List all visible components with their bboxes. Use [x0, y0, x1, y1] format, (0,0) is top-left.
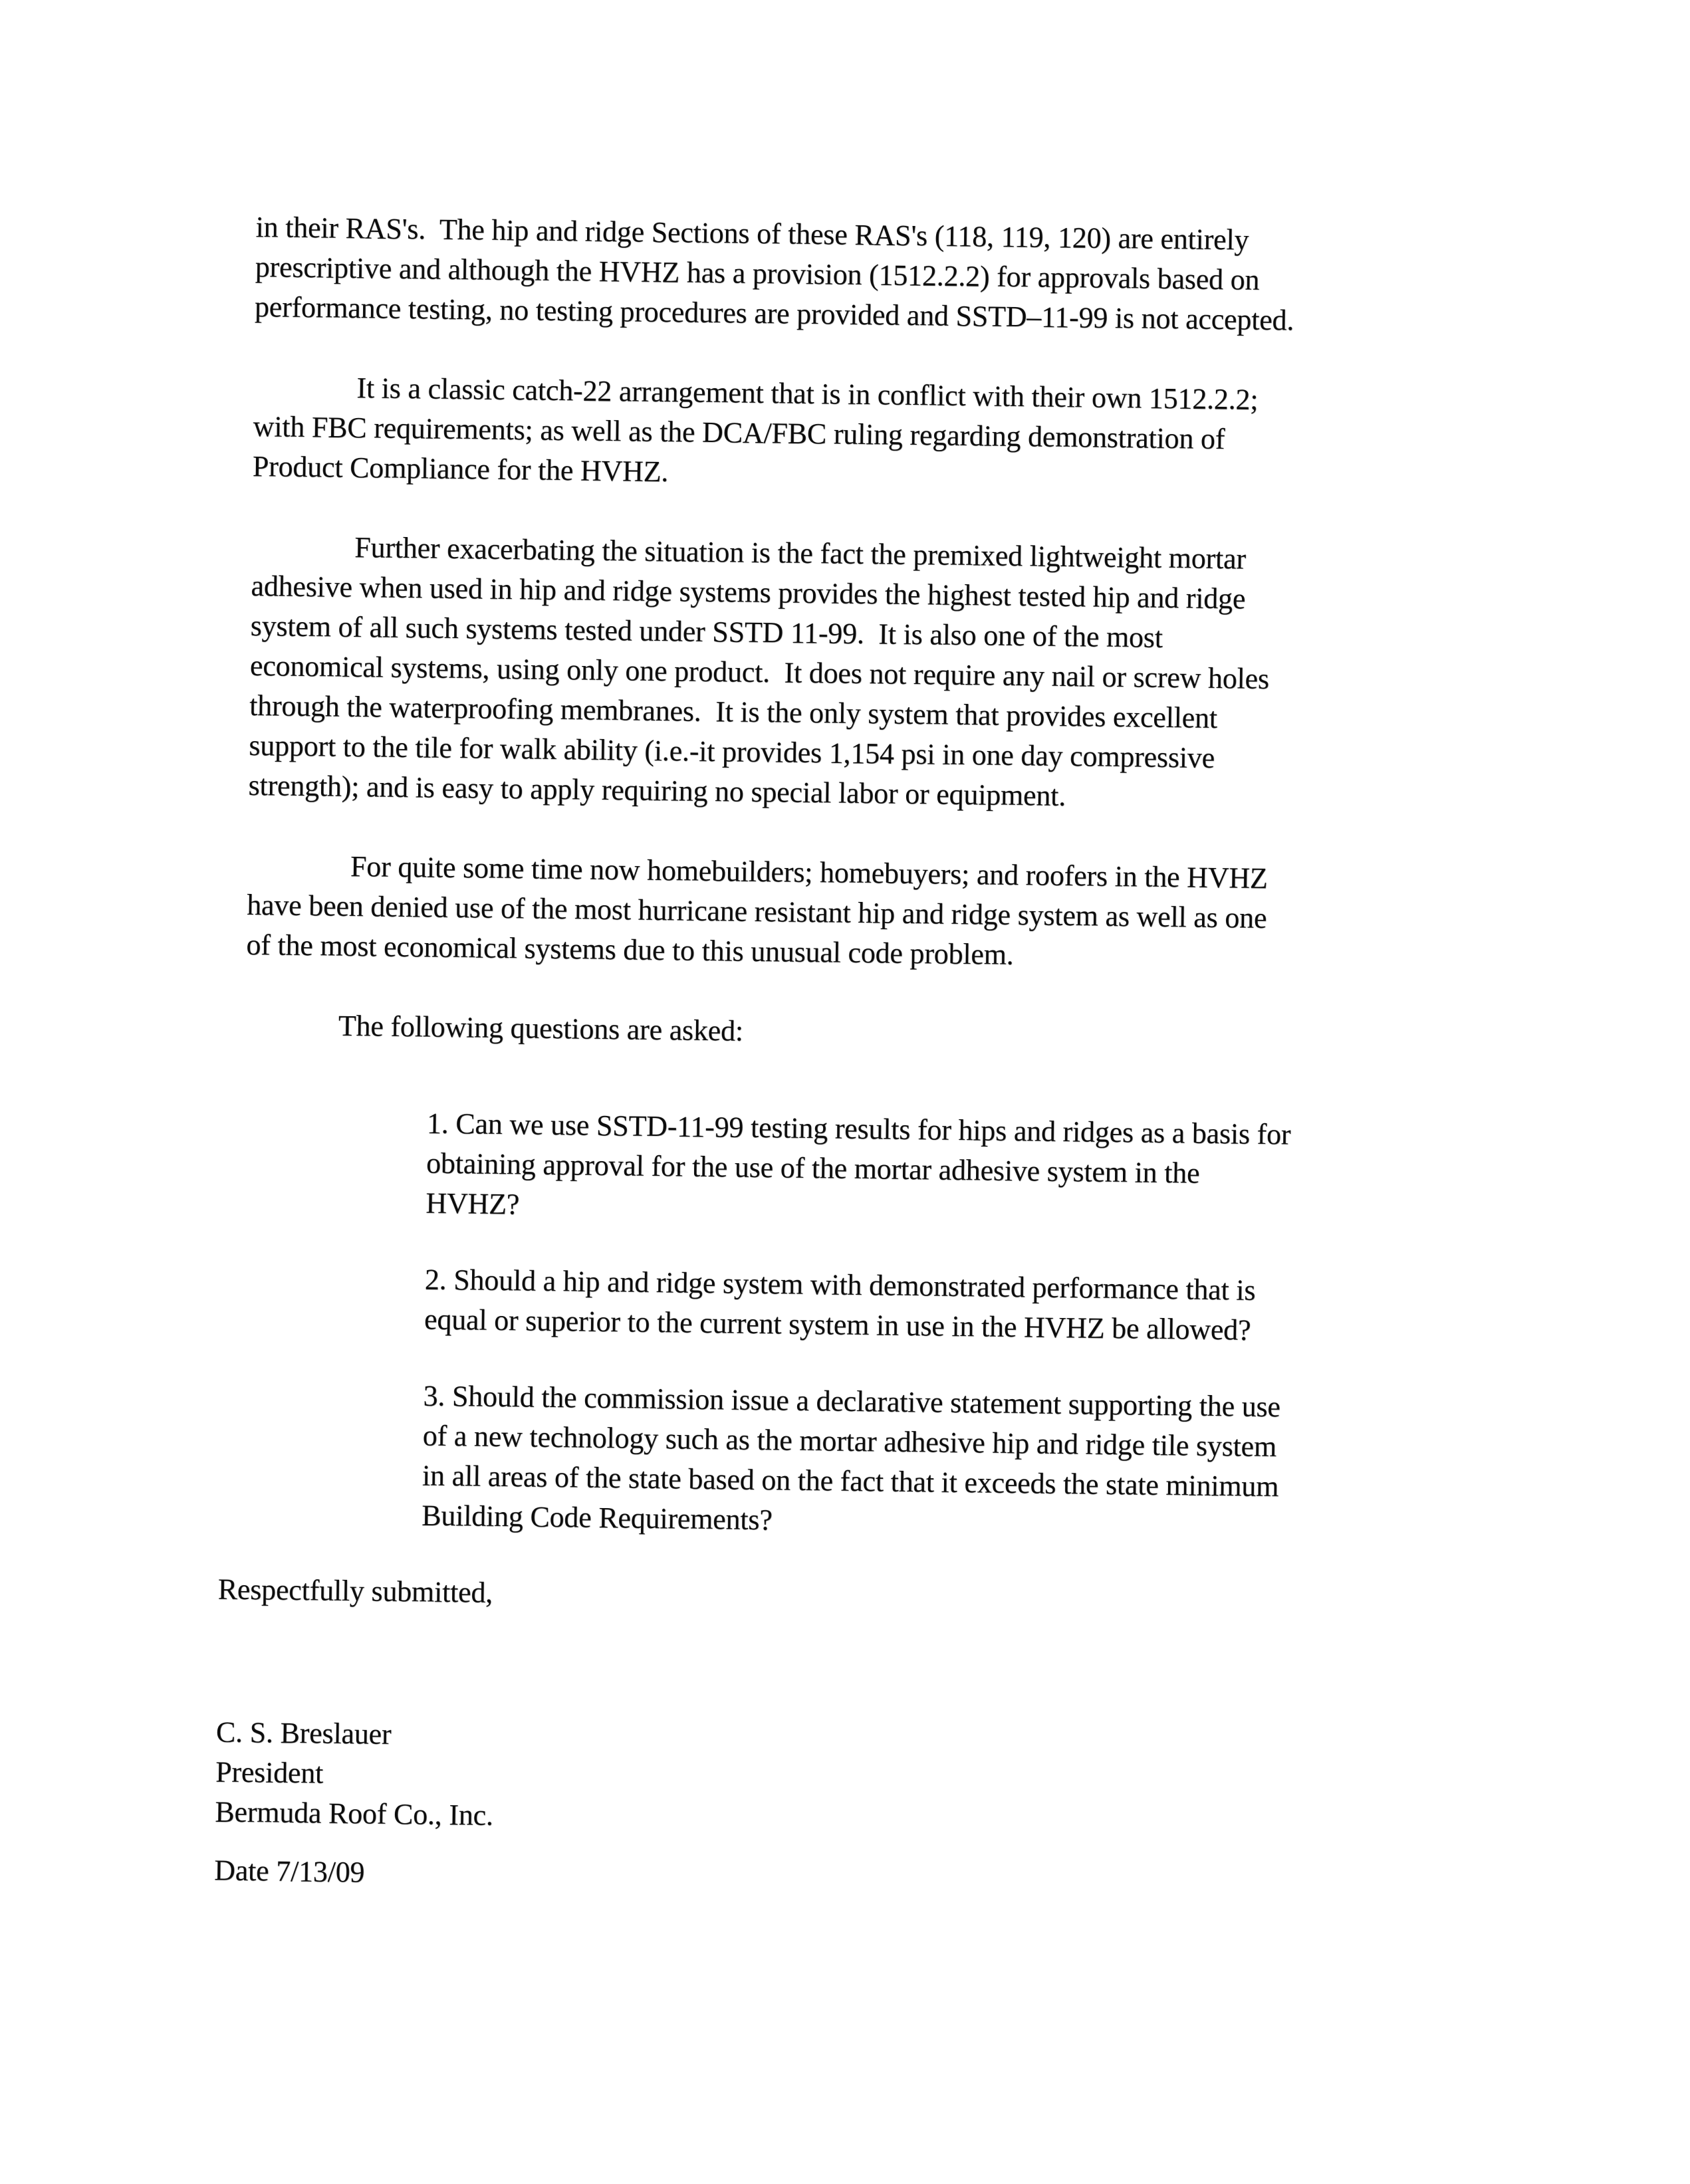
signature-block: [215, 1712, 1473, 1848]
questions-intro: The following questions are asked:: [338, 1009, 744, 1047]
date-line: Date 7/13/09: [213, 1854, 365, 1889]
text-line: of the most economical systems due to this unusual code problem.: [246, 928, 1014, 972]
paragraph-3: [248, 526, 1488, 821]
text-line: strength); and is easy to apply requiring no special labor or equipment.: [248, 768, 1066, 813]
signature-company: Bermuda Roof Co., Inc.: [215, 1795, 494, 1832]
text-line: economical systems, using only one product. It does not require any nail or screw holes: [249, 649, 1270, 696]
closing-salutation: Respectfully submitted,: [217, 1573, 493, 1609]
text-line: For quite some time now homebuilders; homebuyers; and roofers in the HVHZ: [350, 849, 1268, 895]
text-line: prescriptive and although the HVHZ has a provision (1512.2.2) for approvals based on: [255, 250, 1260, 296]
text-line: 2. Should a hip and ridge system with demonstrated performance that is: [424, 1263, 1256, 1307]
text-line: of a new technology such as the mortar adhesive hip and ridge tile system: [422, 1419, 1277, 1464]
text-line: obtaining approval for the use of the mortar adhesive system in the: [425, 1147, 1200, 1190]
text-line: Product Compliance for the HVHZ.: [252, 449, 669, 489]
text-line: HVHZ?: [425, 1186, 520, 1221]
text-line: through the waterproofing membranes. It is the only system that provides excellent: [249, 689, 1218, 734]
paragraph-4: [246, 845, 1484, 981]
questions-list: [239, 1101, 1481, 1549]
question-item-3: [422, 1376, 1477, 1549]
text-line: with FBC requirements; as well as the DCA/FBC ruling regarding demonstration of: [253, 409, 1225, 456]
text-line: support to the tile for walk ability (i.e.-it provides 1,154 psi in one day compressive: [249, 728, 1215, 774]
text-line: in their RAS's. The hip and ridge Sections of these RAS's (118, 119, 120) are entirely: [255, 210, 1249, 257]
question-item-2: [424, 1259, 1479, 1353]
signature-title: President: [215, 1755, 324, 1790]
text-line: performance testing, no testing procedures are provided and SSTD–11-99 is not accepted.: [254, 290, 1294, 337]
text-line: Building Code Requirements?: [421, 1499, 773, 1537]
signature-name: C. S. Breslauer: [215, 1715, 392, 1751]
text-line: 1. Can we use SSTD-11-99 testing results for hips and ridges as a basis for: [426, 1107, 1291, 1151]
text-line: Further exacerbating the situation is the fact the premixed lightweight mortar: [354, 530, 1247, 576]
letter-body: [213, 207, 1493, 1907]
text-line: have been denied use of the most hurricane resistant hip and ridge system as well as one: [246, 888, 1267, 934]
text-line: It is a classic catch-22 arrangement that is in conflict with their own 1512.2.2;: [356, 372, 1259, 416]
text-line: adhesive when used in hip and ridge systems provides the highest tested hip and ridge: [251, 569, 1246, 615]
question-item-1: [425, 1103, 1481, 1237]
text-line: system of all such systems tested under SSTD 11-99. It is also one of the most: [250, 609, 1163, 654]
paragraph-1: [255, 207, 1493, 343]
text-line: equal or superior to the current system in use in the HVHZ be allowed?: [423, 1303, 1251, 1347]
paragraph-2: [253, 367, 1491, 502]
text-line: 3. Should the commission issue a declarative statement supporting the use: [423, 1379, 1281, 1424]
text-line: in all areas of the state based on the fact that it exceeds the state minimum: [422, 1459, 1279, 1503]
